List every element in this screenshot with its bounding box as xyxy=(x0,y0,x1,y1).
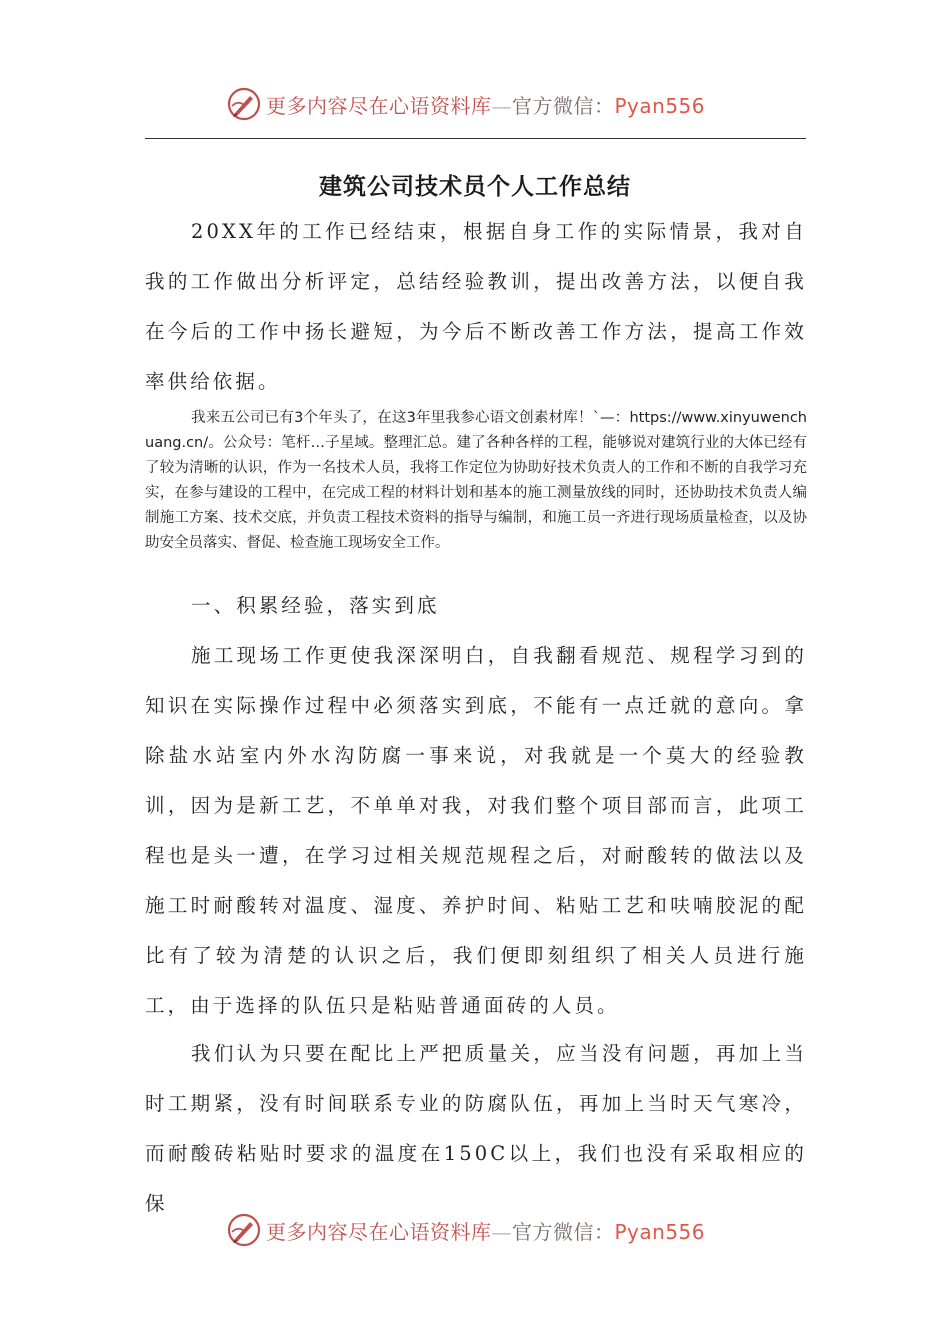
document-title: 建筑公司技术员个人工作总结 xyxy=(319,174,631,200)
banner-wechat-label: 官方微信： xyxy=(512,1220,615,1244)
pen-logo-icon xyxy=(226,1212,262,1248)
paragraph-experience: 施工现场工作更使我深深明白，自我翻看规范、规程学习到的知识在实际操作过程中必须落实到底，不能有一点迁就的意向。拿除盐水站室内外水沟防腐一事来说，对我就是一个莫大的经验教训，因为是新工艺，不单单对我，对我们整个项目部而言，此项工程也是头一遭，在学习过相关规范规程之后，对耐酸转的做法以及施工时耐酸转对温度、湿度、养护时间、粘贴工艺和呋喃胶泥的配比有了较为清楚的认识之后，我们便即刻组织了相关人员进行施工，由于选择的队伍只是粘贴普通面砖的人员。 xyxy=(145,644,807,1017)
paragraph-lesson: 我们认为只要在配比上严把质量关，应当没有问题，再加上当时工期紧，没有时间联系专业的防腐队伍，再加上当时天气寒冷，而耐酸砖粘贴时要求的温度在150C以上，我们也没有采取相应的保 xyxy=(145,1042,807,1215)
header-divider xyxy=(145,138,806,139)
footer-banner xyxy=(0,1210,950,1250)
banner-text xyxy=(266,1216,705,1245)
section-heading: 一、积累经验，落实到底 xyxy=(191,594,440,617)
paragraph-background: 我来五公司已有3个年头了，在这3年里我参心语文创素材库！`—：https://www.xinyuwenchuang.cn/。公众号：笔杆…子星域。整理汇总。建了各种各样的工程，能够说对建筑行业的大体已经有了较为清晰的认识，作为一名技术人员，我将工作定位为协助好技术负责人的工作和不断的自我学习充实，在参与建设的工程中，在完成工程的材料计划和基本的施工测量放线的同时，还协助技术负责人编制施工方案、技术交底，并负责工程技术资料的指导与编制，和施工员一齐进行现场质量检查，以及协助安全员落实、督促、检查施工现场安全工作。 xyxy=(145,410,807,551)
pen-logo-icon xyxy=(226,86,262,122)
banner-wechat-id: Pyan556 xyxy=(614,1220,706,1244)
banner-slogan: 更多内容尽在心语资料库 xyxy=(266,94,492,118)
banner-text xyxy=(266,90,705,119)
banner-separator: — xyxy=(491,94,512,118)
banner-separator: — xyxy=(491,1220,512,1244)
header-banner xyxy=(0,84,950,124)
paragraph-intro: 20XX年的工作已经结束，根据自身工作的实际情景，我对自我的工作做出分析评定，总结经验教训，提出改善方法，以便自我在今后的工作中扬长避短，为今后不断改善工作方法，提高工作效率供给依据。 xyxy=(145,220,807,393)
banner-wechat-id: Pyan556 xyxy=(614,94,706,118)
banner-slogan: 更多内容尽在心语资料库 xyxy=(266,1220,492,1244)
banner-wechat-label: 官方微信： xyxy=(512,94,615,118)
